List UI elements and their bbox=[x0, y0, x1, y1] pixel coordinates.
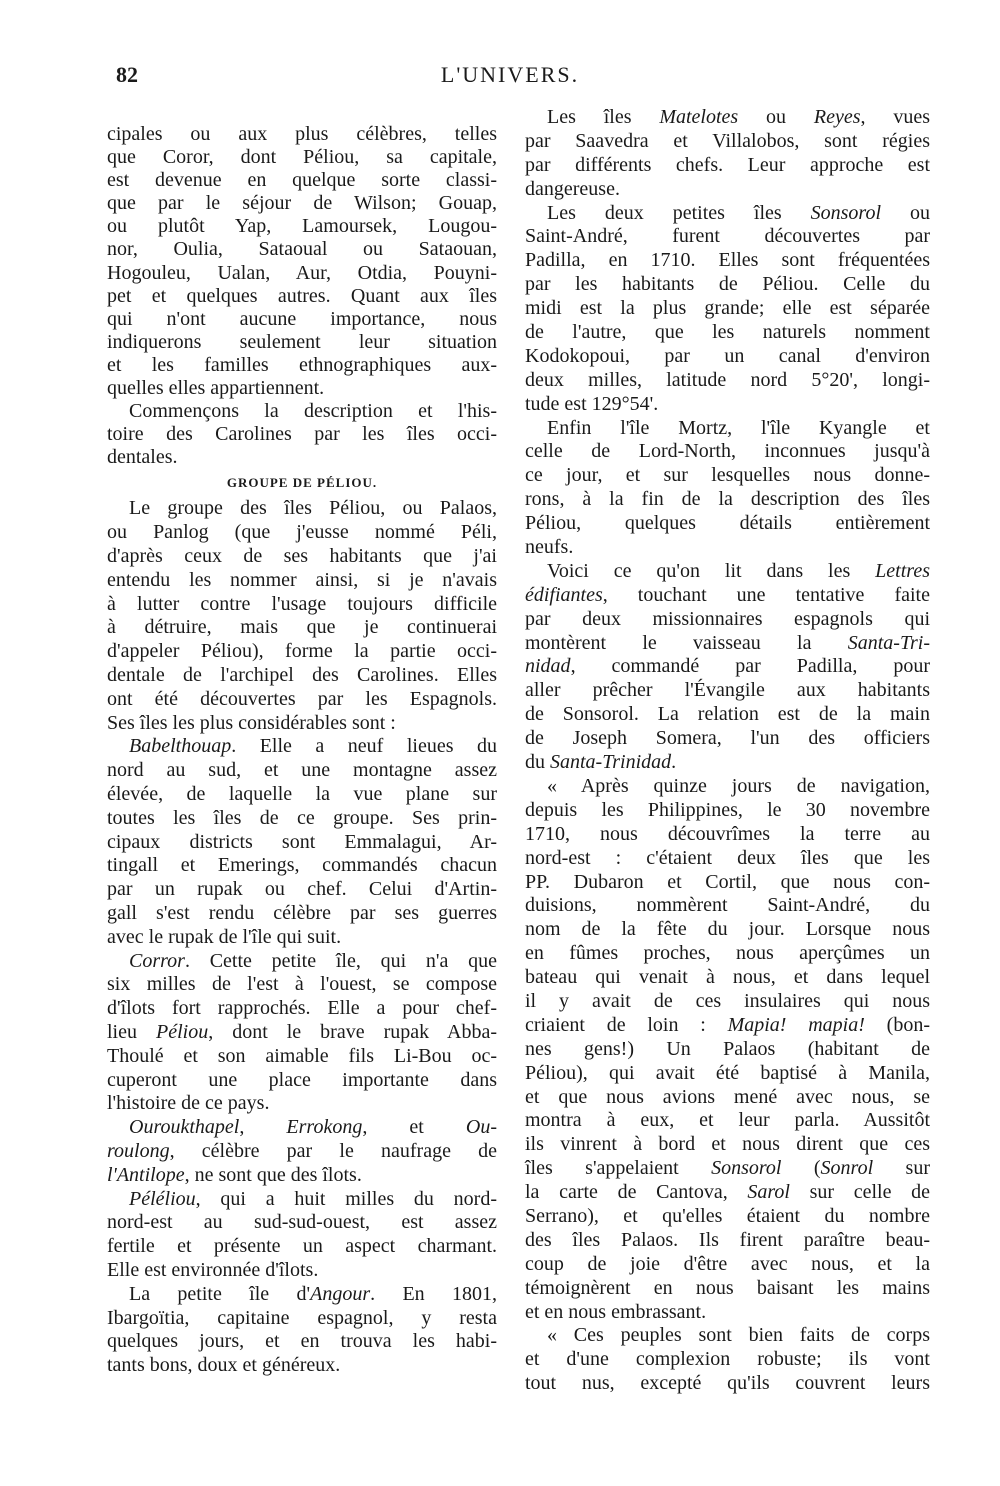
text-line bbox=[107, 1045, 497, 1069]
text-segment: à détruire, mais que je continuerai bbox=[107, 616, 497, 639]
text-segment: rons, à la fin de la description des îles bbox=[525, 488, 930, 511]
text-segment: (bon- bbox=[864, 1013, 930, 1036]
italic-text: Santa-Tri- bbox=[847, 631, 930, 654]
text-block bbox=[525, 106, 930, 1396]
text-line bbox=[525, 918, 930, 942]
text-line bbox=[525, 225, 930, 249]
text-segment: Les îles bbox=[547, 106, 660, 128]
text-line bbox=[525, 1301, 930, 1325]
text-segment: des îles Palaos. Ils firent paraître beau- bbox=[525, 1228, 930, 1251]
text-block bbox=[107, 123, 497, 469]
text-segment: cuperont une place importante dans bbox=[107, 1068, 497, 1091]
text-segment: Le groupe des îles Péliou, ou Palaos, bbox=[129, 497, 497, 520]
text-line bbox=[525, 608, 930, 632]
text-line bbox=[525, 847, 930, 871]
text-segment: dentale de l'archipel des Carolines. Elles bbox=[107, 663, 497, 686]
text-line bbox=[107, 446, 497, 469]
text-segment: ( bbox=[781, 1157, 821, 1180]
text-line bbox=[525, 1348, 930, 1372]
text-line bbox=[525, 1086, 930, 1110]
text-segment: , ne sont que des îlots. bbox=[184, 1163, 362, 1186]
text-segment: nord-est : c'étaient deux îles que les bbox=[525, 846, 930, 869]
text-segment: de Joseph Somera, l'un des officiers bbox=[525, 727, 930, 750]
text-line bbox=[525, 202, 930, 226]
text-segment: nord au sud, et une montagne assez bbox=[107, 759, 497, 782]
text-segment: la carte de Cantova, bbox=[525, 1181, 748, 1204]
text-line bbox=[107, 1116, 497, 1140]
text-line bbox=[107, 215, 497, 238]
text-line bbox=[525, 632, 930, 656]
text-segment: tout nus, excepté qu'ils couvrent leurs bbox=[525, 1372, 930, 1395]
text-line bbox=[525, 775, 930, 799]
italic-text: Ou- bbox=[465, 1116, 498, 1139]
text-segment: . bbox=[671, 751, 677, 774]
text-segment: Kodokopoui, par un canal d'environ bbox=[525, 344, 930, 367]
text-line bbox=[107, 1330, 497, 1354]
text-line bbox=[525, 1372, 930, 1396]
text-segment: ou bbox=[738, 106, 814, 128]
text-segment: que par le séjour de Wilson; Gouap, bbox=[107, 192, 497, 215]
text-line bbox=[107, 423, 497, 446]
text-line bbox=[107, 902, 497, 926]
text-line bbox=[107, 262, 497, 285]
text-line bbox=[525, 679, 930, 703]
text-line bbox=[525, 894, 930, 918]
text-segment: d'après ceux de ses habitants que j'ai bbox=[107, 545, 497, 567]
text-segment: à lutter contre l'usage toujours difficile bbox=[107, 592, 497, 615]
text-segment: de Sonsorol. La relation est de la main bbox=[525, 703, 930, 726]
italic-text: l'Antilope bbox=[107, 1163, 185, 1186]
text-line bbox=[107, 285, 497, 308]
text-segment: , qui a huit milles du nord- bbox=[195, 1187, 497, 1210]
text-segment: Elle est environnée d'îlots. bbox=[107, 1258, 319, 1281]
text-segment: quelques jours, et en trouva les habi- bbox=[107, 1330, 497, 1353]
text-line bbox=[525, 1014, 930, 1038]
text-segment: , commandé par Padilla, pour bbox=[570, 655, 930, 678]
text-segment: pet et quelques autres. Quant aux îles bbox=[107, 284, 497, 307]
text-segment: nord-est au sud-sud-ouest, est assez bbox=[107, 1211, 497, 1234]
text-line bbox=[107, 308, 497, 331]
text-line bbox=[107, 831, 497, 855]
text-line bbox=[107, 569, 497, 593]
page-number: 82 bbox=[116, 62, 138, 87]
text-segment: GROUPE DE PÉLIOU. bbox=[226, 475, 378, 491]
text-segment: par différents chefs. Leur approche est bbox=[525, 153, 930, 176]
text-segment: cipaux districts sont Emmalagui, Ar- bbox=[107, 830, 497, 853]
text-segment: toire des Carolines par les îles occi- bbox=[107, 423, 497, 446]
text-line bbox=[107, 192, 497, 215]
text-segment: tants bons, doux et généreux. bbox=[107, 1354, 341, 1377]
text-line bbox=[107, 854, 497, 878]
text-line bbox=[525, 1205, 930, 1229]
text-segment: Ses îles les plus considérables sont : bbox=[107, 711, 396, 734]
text-segment: et en nous embrassant. bbox=[525, 1300, 707, 1323]
text-line bbox=[525, 584, 930, 608]
text-segment: « Ces peuples sont bien faits de corps bbox=[547, 1324, 930, 1347]
italic-text: Corror bbox=[129, 949, 185, 972]
text-line bbox=[525, 369, 930, 393]
text-line bbox=[107, 1259, 497, 1283]
italic-text: Mapia! mapia! bbox=[727, 1013, 865, 1036]
text-segment: par un rupak ou chef. Celui d'Artin- bbox=[107, 878, 497, 901]
text-line bbox=[107, 1211, 497, 1235]
text-segment: Thoulé et son aimable fils Li-Bou oc- bbox=[107, 1044, 497, 1067]
text-line bbox=[525, 536, 930, 560]
text-line bbox=[525, 703, 930, 727]
text-segment: fertile et présente un aspect charmant. bbox=[107, 1235, 497, 1258]
italic-text: Sarol bbox=[747, 1181, 790, 1204]
text-line bbox=[525, 178, 930, 202]
text-segment: nor, Oulia, Sataoual ou Sataouan, bbox=[107, 238, 497, 261]
text-segment: nes gens!) Un Palaos (habitant de bbox=[525, 1037, 930, 1060]
text-line bbox=[525, 942, 930, 966]
text-segment: gall s'est rendu célèbre par ses guerres bbox=[107, 901, 497, 924]
text-segment: du bbox=[525, 751, 550, 774]
text-segment: ils vinrent à bord et nous dirent que ces bbox=[525, 1133, 930, 1156]
italic-text: Babelthouap bbox=[129, 735, 232, 758]
text-line bbox=[107, 521, 497, 545]
text-segment: ce jour, et sur lesquelles nous donne- bbox=[525, 464, 930, 487]
text-line bbox=[525, 1109, 930, 1133]
text-line bbox=[107, 1140, 497, 1164]
text-line bbox=[107, 1354, 497, 1378]
text-line bbox=[107, 878, 497, 902]
text-segment: , et bbox=[362, 1116, 466, 1139]
text-segment: d'îlots fort rapprochés. Elle a pour chef- bbox=[107, 997, 497, 1020]
text-segment: îles s'appelaient bbox=[525, 1157, 712, 1180]
text-segment: que Coror, dont Péliou, sa capitale, bbox=[107, 146, 497, 169]
text-segment: Voici ce qu'on lit dans les bbox=[547, 559, 876, 582]
text-segment: tude est 129°54'. bbox=[525, 392, 659, 415]
text-segment: cipales ou aux plus célèbres, telles bbox=[107, 123, 497, 145]
italic-text: Sonsorol bbox=[810, 201, 882, 224]
running-title: L'UNIVERS. bbox=[440, 62, 580, 87]
text-segment: par les habitants de Péliou. Celle du bbox=[525, 273, 930, 296]
text-segment: sur bbox=[873, 1157, 930, 1180]
italic-text: Reyes bbox=[813, 106, 861, 128]
italic-text: Lettres bbox=[875, 559, 930, 582]
text-segment: Serrano), et qu'elles étaient du nombre bbox=[525, 1204, 930, 1227]
text-line bbox=[525, 871, 930, 895]
text-line bbox=[525, 1253, 930, 1277]
italic-text: Sonrol bbox=[820, 1157, 874, 1180]
text-segment: Hogouleu, Ualan, Aur, Otdia, Pouyni- bbox=[107, 261, 497, 284]
text-line bbox=[525, 560, 930, 584]
text-line bbox=[525, 440, 930, 464]
text-segment: 1710, nous découvrîmes la terre au bbox=[525, 822, 930, 845]
text-line bbox=[525, 488, 930, 512]
text-line bbox=[525, 297, 930, 321]
text-line bbox=[107, 354, 497, 377]
text-line bbox=[525, 512, 930, 536]
text-segment: avec le rupak de l'île qui suit. bbox=[107, 925, 342, 948]
text-segment: criaient de loin : bbox=[525, 1013, 728, 1036]
text-segment: et d'une complexion robuste; ils vont bbox=[525, 1348, 930, 1371]
text-segment: quelles elles appartiennent. bbox=[107, 377, 325, 400]
text-segment: depuis les Philippines, le 30 novembre bbox=[525, 798, 930, 821]
text-segment: , touchant une tentative faite bbox=[602, 583, 930, 606]
text-line bbox=[525, 1133, 930, 1157]
text-segment: bateau qui venait à nous, et dans lequel bbox=[525, 966, 930, 989]
text-line bbox=[107, 400, 497, 423]
text-line bbox=[107, 759, 497, 783]
italic-text: Péliou bbox=[155, 1020, 209, 1043]
text-line bbox=[525, 1324, 930, 1348]
text-line bbox=[107, 1092, 497, 1116]
text-segment: qui n'ont aucune importance, nous bbox=[107, 307, 497, 330]
section-heading bbox=[107, 469, 497, 497]
text-line bbox=[525, 1181, 930, 1205]
italic-text: Sonsorol bbox=[711, 1157, 782, 1180]
text-segment: toutes les îles de ce groupe. Ses prin- bbox=[107, 806, 497, 829]
text-line bbox=[525, 464, 930, 488]
text-segment: tingall et Emerings, commandés chacun bbox=[107, 854, 497, 877]
text-line bbox=[525, 130, 930, 154]
text-line bbox=[525, 321, 930, 345]
text-segment: « Après quinze jours de navigation, bbox=[547, 774, 930, 797]
text-line bbox=[525, 966, 930, 990]
text-segment: dangereuse. bbox=[525, 177, 620, 200]
text-segment: Péliou), qui avait été baptisé à Manila, bbox=[525, 1061, 930, 1084]
text-segment: La petite île d' bbox=[129, 1282, 311, 1305]
italic-text: édifiantes bbox=[525, 583, 603, 606]
text-segment: est devenue en quelque sorte classi- bbox=[107, 169, 497, 192]
text-line bbox=[525, 1157, 930, 1181]
text-line bbox=[107, 712, 497, 736]
text-segment: ou Panlog (que j'eusse nommé Péli, bbox=[107, 521, 497, 544]
text-line bbox=[107, 497, 497, 521]
text-segment: neufs. bbox=[525, 536, 574, 559]
italic-text: Matelotes bbox=[659, 106, 739, 128]
text-line bbox=[107, 123, 497, 146]
italic-text: roulong bbox=[107, 1139, 170, 1162]
text-line bbox=[107, 1283, 497, 1307]
italic-text: Angour bbox=[310, 1282, 371, 1305]
text-segment: six milles de l'est à l'ouest, se compose bbox=[107, 973, 497, 996]
text-segment: et les familles ethnographiques aux- bbox=[107, 353, 497, 376]
text-line bbox=[107, 735, 497, 759]
text-segment: d'appeler Péliou), forme la partie occi- bbox=[107, 640, 497, 663]
text-segment: Padilla, en 1710. Elles sont fréquentées bbox=[525, 249, 930, 272]
text-line bbox=[525, 345, 930, 369]
text-segment: de l'autre, que les naturels nomment bbox=[525, 321, 930, 344]
text-line bbox=[107, 688, 497, 712]
text-line bbox=[525, 249, 930, 273]
text-segment: il y avait de ces insulaires qui nous bbox=[525, 989, 930, 1012]
text-segment: coup de joie d'être avec nous, et la bbox=[525, 1252, 930, 1275]
text-line bbox=[107, 950, 497, 974]
text-segment: Ibargoïtia, capitaine espagnol, y resta bbox=[107, 1306, 497, 1329]
text-segment: sur celle de bbox=[790, 1181, 930, 1204]
text-segment: élevée, de laquelle la vue plane sur bbox=[107, 782, 497, 805]
text-segment: lieu bbox=[107, 1020, 156, 1043]
text-segment: par Saavedra et Villalobos, sont régies bbox=[525, 129, 930, 152]
text-line bbox=[525, 1229, 930, 1253]
text-line bbox=[107, 640, 497, 664]
text-segment: Enfin l'île Mortz, l'île Kyangle et bbox=[547, 416, 930, 439]
italic-text: Santa-Trinidad bbox=[550, 751, 672, 774]
text-segment: Saint-André, furent découvertes par bbox=[525, 225, 930, 248]
text-line bbox=[107, 146, 497, 169]
text-segment: Les deux petites îles bbox=[547, 201, 811, 224]
text-segment: , vues bbox=[860, 106, 931, 128]
text-line bbox=[107, 973, 497, 997]
text-segment: , célèbre par le naufrage de bbox=[169, 1139, 497, 1162]
text-line bbox=[525, 1277, 930, 1301]
text-segment: Péliou, quelques détails entièrement bbox=[525, 512, 930, 535]
text-segment: témoignèrent en nous baisant les mains bbox=[525, 1276, 930, 1299]
text-block bbox=[107, 469, 497, 497]
text-segment: deux milles, latitude nord 5°20', longi- bbox=[525, 368, 930, 391]
italic-text: nidad bbox=[525, 655, 571, 678]
text-segment: et que nous avions mené avec nous, se bbox=[525, 1085, 930, 1108]
italic-text: Péléliou bbox=[129, 1187, 196, 1210]
text-line bbox=[107, 1069, 497, 1093]
text-segment: midi est la plus grande; elle est séparée bbox=[525, 297, 930, 320]
text-line bbox=[107, 1021, 497, 1045]
text-segment: montra à eux, et leur parla. Aussitôt bbox=[525, 1109, 930, 1132]
text-segment: dentales. bbox=[107, 446, 178, 469]
text-segment: entendu les nommer ainsi, si je n'avais bbox=[107, 568, 497, 591]
text-segment: Commençons la description et l'his- bbox=[129, 400, 497, 423]
text-line bbox=[525, 823, 930, 847]
text-line bbox=[525, 393, 930, 417]
text-line bbox=[107, 331, 497, 354]
left-column bbox=[107, 123, 497, 1378]
text-line bbox=[525, 799, 930, 823]
text-line bbox=[107, 1235, 497, 1259]
text-line bbox=[107, 1188, 497, 1212]
text-segment: l'histoire de ce pays. bbox=[107, 1092, 270, 1115]
text-segment: ont été découvertes par les Espagnols. bbox=[107, 687, 497, 710]
text-segment: ou plutôt Yap, Lamoursek, Lougou- bbox=[107, 215, 497, 238]
text-line bbox=[107, 664, 497, 688]
text-segment: montèrent le vaisseau la bbox=[525, 631, 848, 654]
text-line bbox=[107, 169, 497, 192]
text-segment: celle de Lord-North, inconnues jusqu'à bbox=[525, 440, 930, 463]
text-segment: nom de la fête du jour. Lorsque nous bbox=[525, 918, 930, 941]
text-block bbox=[107, 497, 497, 1377]
italic-text: Ouroukthapel bbox=[129, 1116, 240, 1139]
text-line bbox=[525, 106, 930, 130]
text-line bbox=[525, 751, 930, 775]
text-line bbox=[107, 593, 497, 617]
text-segment: , bbox=[239, 1116, 287, 1139]
text-line bbox=[107, 926, 497, 950]
right-column bbox=[525, 106, 930, 1396]
text-segment: . Cette petite île, qui n'a que bbox=[184, 949, 497, 972]
text-line bbox=[107, 238, 497, 261]
text-line bbox=[107, 1307, 497, 1331]
text-line bbox=[107, 783, 497, 807]
text-line bbox=[107, 997, 497, 1021]
text-segment: . Elle a neuf lieues du bbox=[231, 735, 497, 758]
text-line bbox=[525, 273, 930, 297]
text-segment: duisions, nommèrent Saint-André, du bbox=[525, 894, 930, 917]
text-line bbox=[107, 807, 497, 831]
text-line bbox=[525, 655, 930, 679]
text-line bbox=[525, 1038, 930, 1062]
text-line bbox=[525, 727, 930, 751]
text-line bbox=[107, 377, 497, 400]
text-segment: aller prêcher l'Évangile aux habitants bbox=[525, 679, 930, 702]
text-segment: en fûmes proches, nous aperçûmes un bbox=[525, 942, 930, 965]
text-segment: . En 1801, bbox=[370, 1282, 497, 1305]
text-line bbox=[107, 1164, 497, 1188]
text-line bbox=[525, 990, 930, 1014]
text-line bbox=[525, 417, 930, 441]
text-segment: par deux missionnaires espagnols qui bbox=[525, 607, 930, 630]
text-line bbox=[525, 154, 930, 178]
text-line bbox=[525, 1062, 930, 1086]
text-segment: ou bbox=[881, 201, 931, 224]
italic-text: Errokong bbox=[286, 1116, 363, 1139]
text-segment: , dont le brave rupak Abba- bbox=[208, 1020, 497, 1043]
text-line bbox=[107, 545, 497, 569]
text-segment: indiquerons seulement leur situation bbox=[107, 330, 497, 353]
text-line bbox=[107, 616, 497, 640]
text-segment: PP. Dubaron et Cortil, que nous con- bbox=[525, 870, 930, 893]
